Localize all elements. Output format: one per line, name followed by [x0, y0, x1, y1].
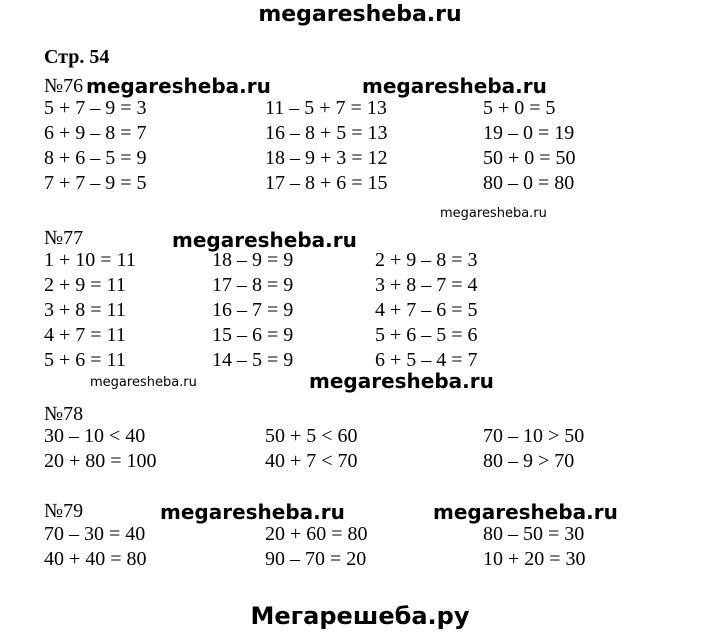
watermark-inline: megaresheba.ru [433, 500, 618, 524]
equation: 4 + 7 – 6 = 5 [375, 299, 478, 321]
exercise-76-number: №76 [44, 75, 84, 97]
equation: 3 + 8 = 11 [44, 299, 126, 321]
equation: 5 + 0 = 5 [483, 97, 556, 119]
equation: 3 + 8 – 7 = 4 [375, 274, 478, 296]
equation: 80 – 0 = 80 [483, 172, 575, 194]
equation: 10 + 20 = 30 [483, 548, 586, 570]
equation: 5 + 6 = 11 [44, 349, 126, 371]
equation: 17 – 8 = 9 [212, 274, 294, 296]
exercise-79-number: №79 [44, 500, 84, 522]
footer-watermark: Мегарешеба.ру [250, 602, 470, 630]
equation: 8 + 6 – 5 = 9 [44, 147, 147, 169]
equation: 70 – 30 = 40 [44, 523, 146, 545]
exercise-79-column-1 [44, 522, 147, 572]
watermark-inline: megaresheba.ru [86, 74, 271, 98]
exercise-77-number: №77 [44, 227, 84, 249]
watermark-inline: megaresheba.ru [172, 228, 357, 252]
comparison: 40 + 7 < 70 [265, 450, 358, 472]
equation: 50 + 0 = 50 [483, 147, 576, 169]
page-label: Стр. 54 [44, 46, 110, 68]
watermark-inline-small: megaresheba.ru [440, 206, 547, 221]
equation: 5 + 7 – 9 = 3 [44, 97, 147, 119]
equation: 2 + 9 = 11 [44, 274, 126, 296]
equation: 19 – 0 = 19 [483, 122, 575, 144]
exercise-76-column-3 [483, 96, 576, 196]
equation: 18 – 9 = 9 [212, 249, 294, 271]
equation: 15 – 6 = 9 [212, 324, 294, 346]
exercise-78-column-2 [265, 424, 358, 474]
exercise-78-number: №78 [44, 403, 84, 425]
watermark-inline: megaresheba.ru [362, 74, 547, 98]
equation: 14 – 5 = 9 [212, 349, 294, 371]
exercise-78-column-3 [483, 424, 584, 474]
comparison: 80 – 9 > 70 [483, 450, 575, 472]
exercise-77-column-2 [212, 248, 293, 373]
equation: 2 + 9 – 8 = 3 [375, 249, 478, 271]
watermark-inline-small: megaresheba.ru [90, 375, 197, 390]
equation: 16 – 8 + 5 = 13 [265, 122, 388, 144]
header-watermark: megaresheba.ru [258, 2, 462, 27]
equation: 5 + 6 – 5 = 6 [375, 324, 478, 346]
equation: 16 – 7 = 9 [212, 299, 294, 321]
equation: 18 – 9 + 3 = 12 [265, 147, 388, 169]
exercise-76-column-1 [44, 96, 147, 196]
exercise-78-column-1 [44, 424, 157, 474]
exercise-77-column-1 [44, 248, 136, 373]
watermark-inline: megaresheba.ru [309, 369, 494, 393]
comparison: 20 + 80 = 100 [44, 450, 157, 472]
exercise-76-column-2 [265, 96, 388, 196]
comparison: 70 – 10 > 50 [483, 425, 585, 447]
equation: 11 – 5 + 7 = 13 [265, 97, 387, 119]
equation: 90 – 70 = 20 [265, 548, 367, 570]
equation: 80 – 50 = 30 [483, 523, 585, 545]
equation: 7 + 7 – 9 = 5 [44, 172, 147, 194]
exercise-77-column-3 [375, 248, 478, 373]
equation: 1 + 10 = 11 [44, 249, 136, 271]
equation: 4 + 7 = 11 [44, 324, 126, 346]
exercise-79-column-3 [483, 522, 586, 572]
equation: 17 – 8 + 6 = 15 [265, 172, 388, 194]
equation: 40 + 40 = 80 [44, 548, 147, 570]
comparison: 50 + 5 < 60 [265, 425, 358, 447]
exercise-79-column-2 [265, 522, 368, 572]
watermark-inline: megaresheba.ru [160, 500, 345, 524]
equation: 6 + 5 – 4 = 7 [375, 349, 478, 371]
comparison: 30 – 10 < 40 [44, 425, 146, 447]
equation: 6 + 9 – 8 = 7 [44, 122, 147, 144]
equation: 20 + 60 = 80 [265, 523, 368, 545]
